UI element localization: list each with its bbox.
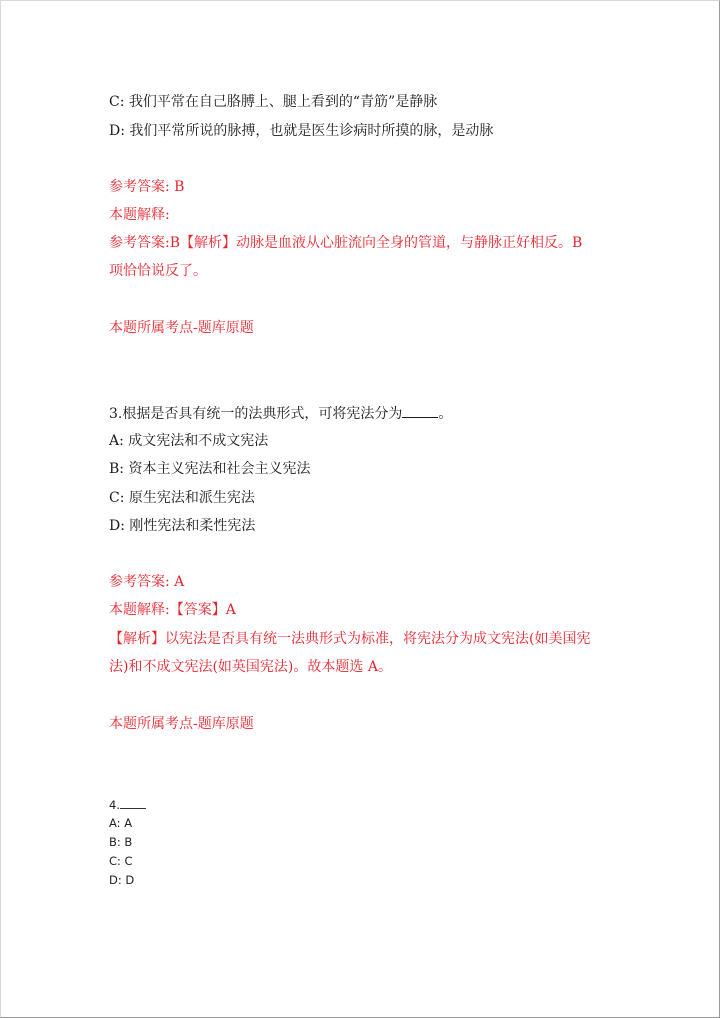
q3-answer: 参考答案: A [109,574,185,590]
q2-option-d: D: 我们平常所说的脉搏，也就是医生诊病时所摸的脉，是动脉 [109,123,494,139]
q2-point: 本题所属考点-题库原题 [109,320,254,336]
q3-stem [109,403,452,423]
q4-answer-blank [120,797,146,809]
q3-option-c: C: 原生宪法和派生宪法 [109,490,255,506]
q4-option-d: D: D [109,873,135,887]
q3-point: 本题所属考点-题库原题 [109,716,254,732]
q3-explanation-line2: 法)和不成文宪法(如英国宪法)。故本题选 A。 [109,659,392,675]
q3-option-d: D: 刚性宪法和柔性宪法 [109,518,256,534]
q2-answer: 参考答案: B [109,179,185,195]
q2-explanation-line2: 项恰恰说反了。 [109,263,207,279]
q4-stem [109,796,146,814]
q4-stem-number: 4. [109,798,120,812]
q3-option-a: A: 成文宪法和不成文宪法 [109,433,269,449]
q3-stem-suffix: 。 [438,406,453,422]
q3-stem-prefix: 3.根据是否具有统一的法典形式，可将宪法分为 [109,406,403,422]
q4-option-c: C: C [109,854,133,868]
q3-answer-blank [402,403,438,418]
q3-explanation-label: 本题解释:【答案】A [109,602,236,618]
q4-option-a: A: A [109,816,133,830]
q2-option-c: C: 我们平常在自己胳膊上、腿上看到的“青筋”是静脉 [109,94,438,110]
q3-option-b: B: 资本主义宪法和社会主义宪法 [109,461,311,477]
q2-explanation-label: 本题解释: [109,207,170,223]
q4-option-b: B: B [109,835,133,849]
q2-explanation-line1: 参考答案:B【解析】动脉是血液从心脏流向全身的管道，与静脉正好相反。B [109,235,583,251]
q3-explanation-line1: 【解析】以宪法是否具有统一法典形式为标准，将宪法分为成文宪法(如美国宪 [109,631,591,647]
